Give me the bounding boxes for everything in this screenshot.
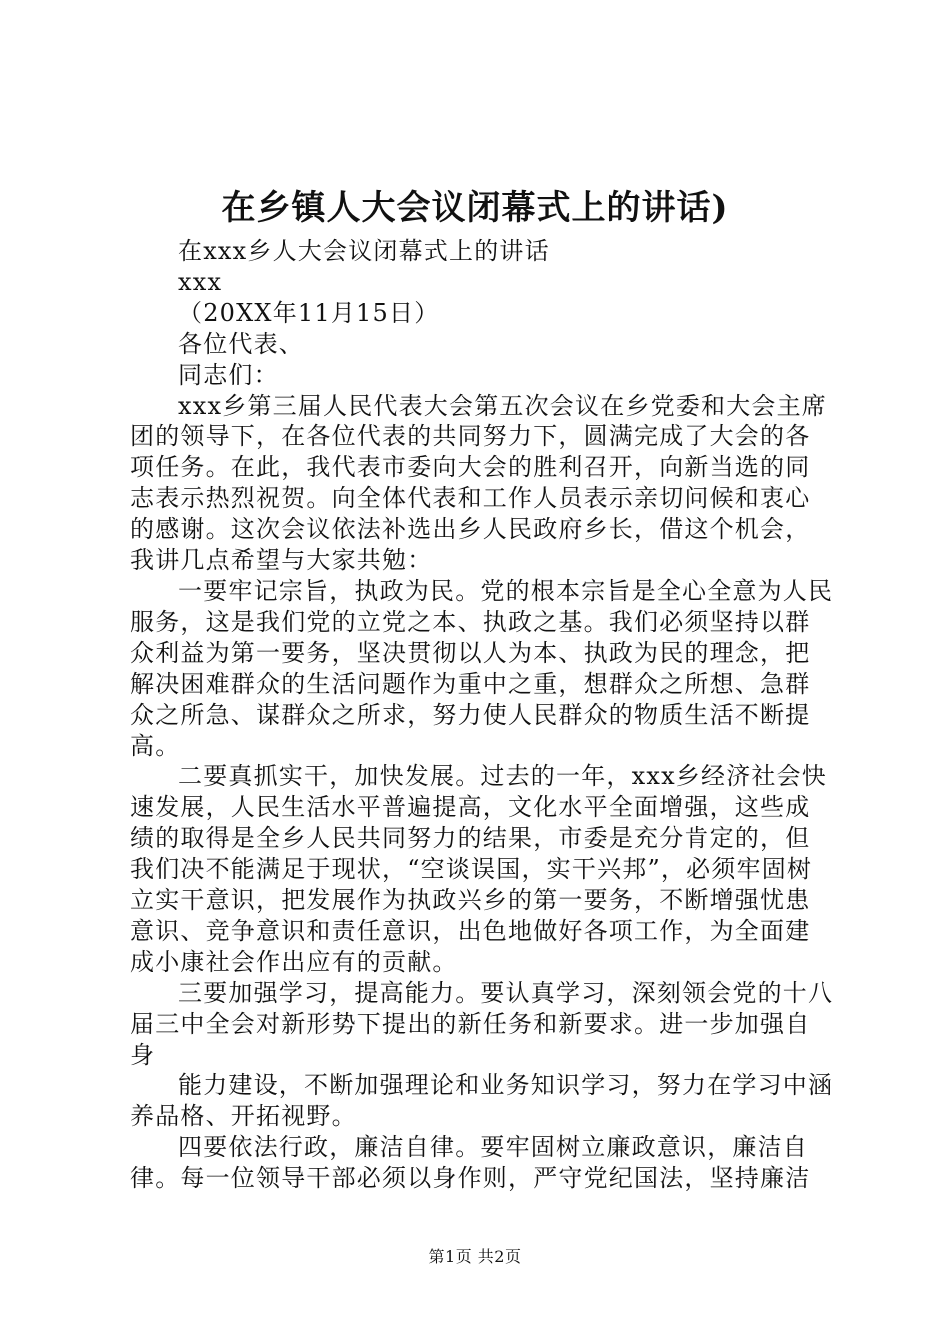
document-title: 在乡镇人大会议闭幕式上的讲话) [221,188,729,228]
paragraph: 四要依法行政，廉洁自律。要牢固树立廉政意识，廉洁自律。每一位领导干部必须以身作则，严守党纪国法，坚持廉洁 [130,1133,811,1193]
paragraph: 二要真抓实干，加快发展。过去的一年，xxx乡经济社会快速发展，人民生活水平普遍提高，文化水平全面增强，这些成绩的取得是全乡人民共同努力的结果，市委是充分肯定的，但我们决不能满足于现状，“空谈误国，实干兴邦”，必须牢固树立实干意识，把发展作为执政兴乡的第一要务，不断增强忧患意识、竞争意识和责任意识，出色地做好各项工作，为全面建成小康社会作出应有的贡献。 [130,762,828,976]
salutation-line: 同志们： [178,360,279,389]
paragraph: xxx乡第三届人民代表大会第五次会议在乡党委和大会主席团的领导下，在各位代表的共同努力下，圆满完成了大会的各项任务。在此，我代表市委向大会的胜利召开，向新当选的同志表示热烈祝贺。向全体代表和工作人员表示亲切问候和衷心的感谢。这次会议依法补选出乡人民政府乡长，借这个机会，我讲几点希望与大家共勉： [130,391,828,575]
date-line: （20XX年11月15日） [178,298,440,327]
paragraph: 能力建设，不断加强理论和业务知识学习，努力在学习中涵养品格、开拓视野。 [130,1071,834,1131]
author-line: xxx [178,267,223,296]
page-footer: 第1页 共2页 [428,1247,522,1266]
salutation-line: 各位代表、 [178,329,304,358]
document-body [130,236,835,1194]
paragraph: 三要加强学习，提高能力。要认真学习，深刻领会党的十八届三中全会对新形势下提出的新任务和新要求。进一步加强自身 [130,978,834,1069]
paragraph: 一要牢记宗旨，执政为民。党的根本宗旨是全心全意为人民服务，这是我们党的立党之本、执政之基。我们必须坚持以群众利益为第一要务，坚决贯彻以人为本、执政为民的理念，把解决困难群众的生活问题作为重中之重，想群众之所想、急群众之所急、谋群众之所求，努力使人民群众的物质生活不断提高。 [130,576,834,760]
subtitle-line: 在xxx乡人大会议闭幕式上的讲话 [178,237,550,265]
